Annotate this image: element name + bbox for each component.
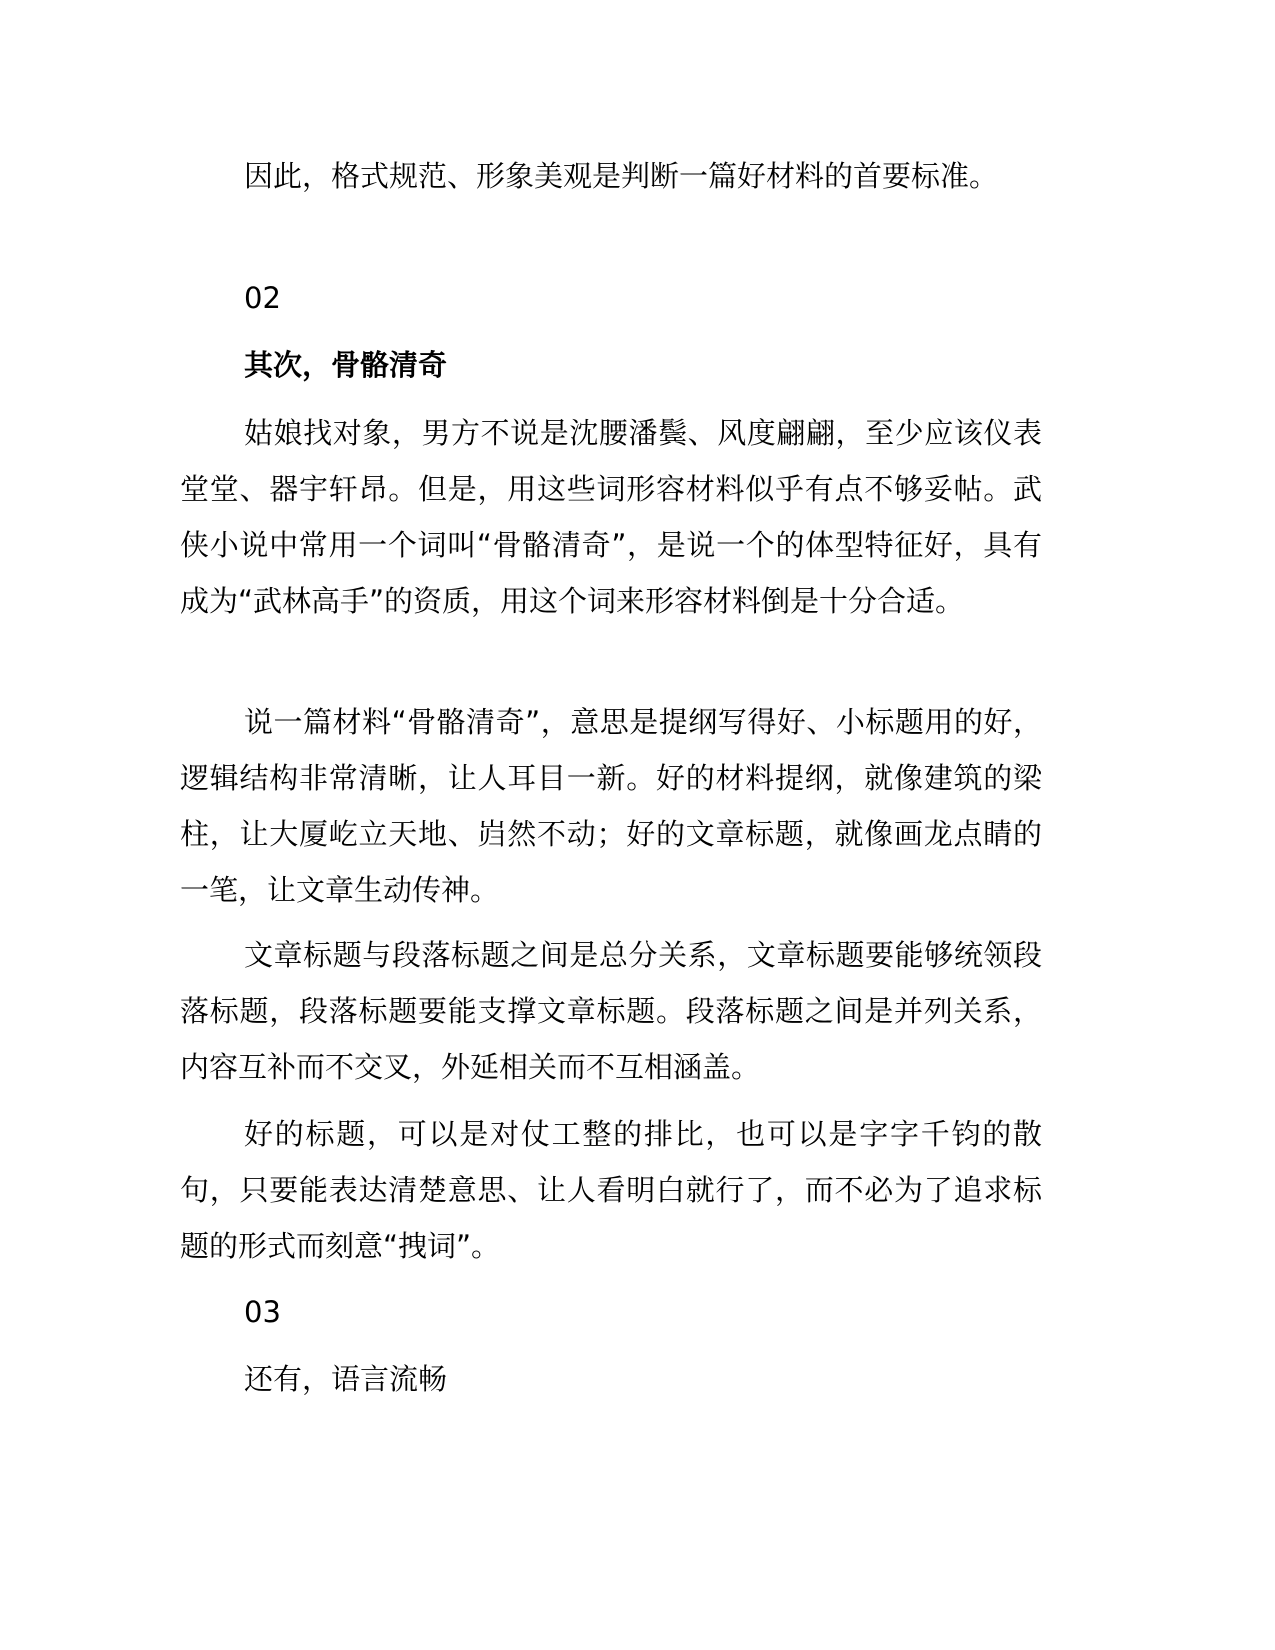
section-heading-02: 其次，骨骼清奇: [244, 348, 448, 382]
paragraph-title-relationship: 文章标题与段落标题之间是总分关系，文章标题要能够统领段落标题，段落标题要能支撑文章标题。段落标题之间是并列关系，内容互补而不交叉，外延相关而不互相涵盖。: [180, 938, 1042, 1084]
paragraph-good-outline: 说一篇材料“骨骼清奇”，意思是提纲写得好、小标题用的好，逻辑结构非常清晰，让人耳目一新。好的材料提纲，就像建筑的梁柱，让大厦屹立天地、岿然不动；好的文章标题，就像画龙点睛的一笔，让文章生动传神。: [180, 705, 1042, 907]
paragraph-finding-partner: 姑娘找对象，男方不说是沈腰潘鬓、风度翩翩，至少应该仪表堂堂、器宇轩昂。但是，用这些词形容材料似乎有点不够妥帖。武侠小说中常用一个词叫“骨骼清奇”，是说一个的体型特征好，具有成为“武林高手”的资质，用这个词来形容材料倒是十分合适。: [180, 416, 1042, 618]
section-number-02: 02: [244, 281, 281, 315]
paragraph-good-titles: 好的标题，可以是对仗工整的排比，也可以是字字千钧的散句，只要能表达清楚意思、让人看明白就行了，而不必为了追求标题的形式而刻意“拽词”。: [180, 1117, 1042, 1263]
paragraph-conclusion: 因此，格式规范、形象美观是判断一篇好材料的首要标准。: [244, 159, 999, 193]
section-heading-03: 还有，语言流畅: [244, 1362, 448, 1396]
section-number-03: 03: [244, 1295, 281, 1329]
